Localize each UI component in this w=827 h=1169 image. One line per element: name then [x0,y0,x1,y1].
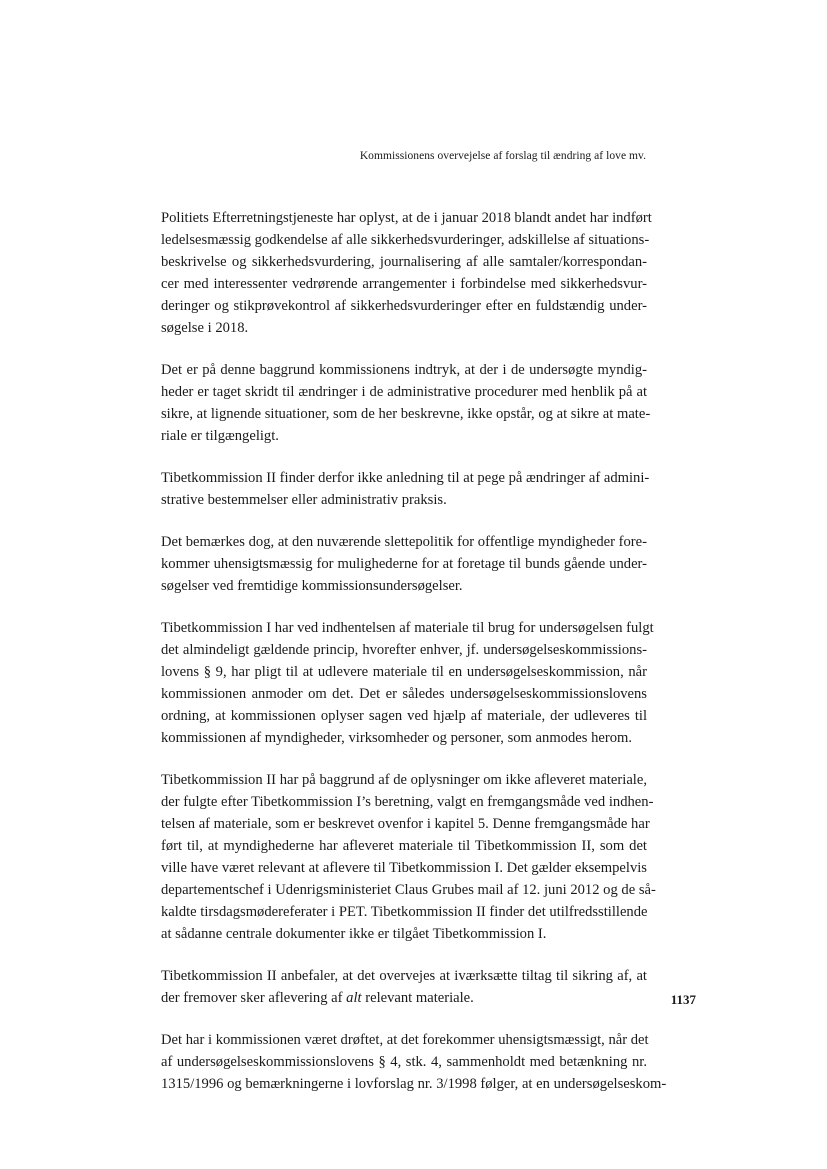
text-line: telsen af materiale, som er beskrevet ovenfor i kapitel 5. Denne fremgangsmåde har [161,816,650,832]
running-header: Kommissionens overvejelse af forslag til ændring af love mv. [359,150,646,162]
paragraph [161,359,651,447]
paragraph [161,769,656,945]
text-line: Tibetkommission II anbefaler, at det overvejes at iværksætte tiltag til sikring af, at [161,968,647,984]
paragraph [161,531,647,597]
text-line: ledelsesmæssig godkendelse af alle sikkerhedsvurderinger, adskillelse af situations- [161,232,650,248]
text-line: departementschef i Udenrigsministeriet Claus Grubes mail af 12. juni 2012 og de så- [161,882,656,898]
text-line: ordning, at kommissionen oplyser sagen ved hjælp af materiale, der udleveres til [161,708,647,724]
text-line: det almindeligt gældende princip, hvorefter enhver, jf. undersøgelseskommissions- [161,642,647,658]
text-line: Det er på denne baggrund kommissionens indtryk, at der i de undersøgte myndig- [161,362,647,378]
text-line: søgelse i 2018. [161,320,249,336]
paragraph [161,207,652,339]
text-line: kaldte tirsdagsmødereferater i PET. Tibetkommission II finder det utilfredsstillende [161,904,648,920]
text-line: kommer uhensigtsmæssig for mulighederne for at foretage til bunds gående under- [161,556,647,572]
body-text [161,207,667,1115]
paragraph [161,965,647,1009]
text-line: cer med interessenter vedrørende arrangementer i forbindelse med sikkerhedsvur- [161,276,647,292]
text-line: der fremover sker aflevering af alt relevant materiale. [161,990,474,1006]
paragraph [161,467,650,511]
text-line: heder er taget skridt til ændringer i de administrative procedurer med henblik på at [161,384,647,400]
text-line: 1315/1996 og bemærkningerne i lovforslag nr. 3/1998 følger, at en undersøgelseskom- [161,1076,667,1092]
text-line: sikre, at lignende situationer, som de her beskrevne, ikke opstår, og at sikre at mate- [161,406,651,422]
text-line: at sådanne centrale dokumenter ikke er tilgået Tibetkommission I. [161,926,547,942]
text-line: Tibetkommission I har ved indhentelsen af materiale til brug for undersøgelsen fulgt [161,620,654,636]
text-line: Tibetkommission II har på baggrund af de oplysninger om ikke afleveret materiale, [161,772,647,788]
text-line: strative bestemmelser eller administrativ praksis. [161,492,447,508]
text-line: riale er tilgængeligt. [161,428,279,444]
text-line: Tibetkommission II finder derfor ikke anledning til at pege på ændringer af admini- [161,470,650,486]
text-line: ville have været relevant at aflevere til Tibetkommission I. Det gælder eksempelvis [161,860,647,876]
paragraph [161,1029,667,1095]
text-line: søgelser ved fremtidige kommissionsundersøgelser. [161,578,463,594]
text-line: Det har i kommissionen været drøftet, at det forekommer uhensigtsmæssigt, når det [161,1032,649,1048]
text-line: beskrivelse og sikkerhedsvurdering, journalisering af alle samtaler/korrespondan- [161,254,647,270]
text-line: ført til, at myndighederne har afleveret materiale til Tibetkommission II, som det [161,838,647,854]
text-line: der fulgte efter Tibetkommission I’s beretning, valgt en fremgangsmåde ved indhen- [161,794,654,810]
text-line: lovens § 9, har pligt til at udlevere materiale til en undersøgelseskommission, når [161,664,647,680]
text-line: kommissionen af myndigheder, virksomheder og personer, som anmodes herom. [161,730,633,746]
text-line: Det bemærkes dog, at den nuværende slettepolitik for offentlige myndigheder fore- [161,534,647,550]
text-line: Politiets Efterretningstjeneste har oplyst, at de i januar 2018 blandt andet har indført [161,210,652,226]
text-line: af undersøgelseskommissionslovens § 4, stk. 4, sammenholdt med betænkning nr. [161,1054,647,1070]
page-number: 1137 [670,992,696,1007]
text-line: deringer og stikprøvekontrol af sikkerhedsvurderinger efter en fuldstændig under- [161,298,647,314]
text-line: kommissionen anmoder om det. Det er således undersøgelseskommissionslovens [161,686,647,702]
paragraph [161,617,654,749]
